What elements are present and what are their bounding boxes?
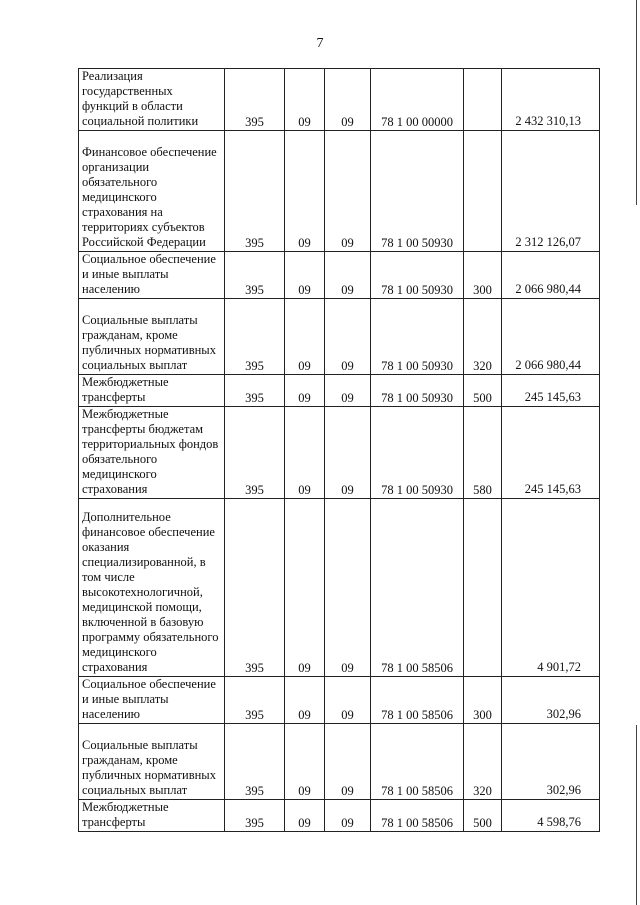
ministry-code: 395 <box>225 800 285 832</box>
ministry-code: 395 <box>225 299 285 375</box>
subsection-code: 09 <box>325 677 371 724</box>
subsection-code: 09 <box>325 131 371 252</box>
row-name: Социальные выплаты гражданам, кроме публичных нормативных социальных выплат <box>79 299 225 375</box>
ministry-code: 395 <box>225 407 285 499</box>
target-article: 78 1 00 50930 <box>371 407 464 499</box>
amount: 2 432 310,13 <box>502 69 600 131</box>
section-code: 09 <box>285 724 325 800</box>
ministry-code: 395 <box>225 375 285 407</box>
subsection-code: 09 <box>325 800 371 832</box>
amount: 4 901,72 <box>502 499 600 677</box>
row-name: Социальное обеспечение и иные выплаты населению <box>79 252 225 299</box>
target-article: 78 1 00 50930 <box>371 299 464 375</box>
ministry-code: 395 <box>225 252 285 299</box>
expense-type: 500 <box>464 375 502 407</box>
section-code: 09 <box>285 499 325 677</box>
table-row <box>79 299 600 375</box>
subsection-code: 09 <box>325 299 371 375</box>
amount: 2 066 980,44 <box>502 299 600 375</box>
expense-type: 500 <box>464 800 502 832</box>
scan-edge-line <box>636 725 637 905</box>
subsection-code: 09 <box>325 499 371 677</box>
ministry-code: 395 <box>225 499 285 677</box>
amount: 245 145,63 <box>502 375 600 407</box>
ministry-code: 395 <box>225 677 285 724</box>
budget-table <box>78 68 600 832</box>
target-article: 78 1 00 58506 <box>371 800 464 832</box>
table-row <box>79 252 600 299</box>
ministry-code: 395 <box>225 724 285 800</box>
expense-type <box>464 499 502 677</box>
subsection-code: 09 <box>325 252 371 299</box>
amount: 4 598,76 <box>502 800 600 832</box>
ministry-code: 395 <box>225 69 285 131</box>
expense-type <box>464 69 502 131</box>
page-number: 7 <box>316 36 324 51</box>
section-code: 09 <box>285 407 325 499</box>
amount: 2 312 126,07 <box>502 131 600 252</box>
table-row <box>79 677 600 724</box>
section-code: 09 <box>285 252 325 299</box>
amount: 302,96 <box>502 677 600 724</box>
section-code: 09 <box>285 131 325 252</box>
table-row <box>79 407 600 499</box>
row-name: Финансовое обеспечение организации обязательного медицинского страхования на территориях субъектов Российской Федерации <box>79 131 225 252</box>
expense-type: 320 <box>464 724 502 800</box>
amount: 302,96 <box>502 724 600 800</box>
expense-type: 300 <box>464 677 502 724</box>
subsection-code: 09 <box>325 407 371 499</box>
table-row <box>79 375 600 407</box>
section-code: 09 <box>285 69 325 131</box>
row-name: Межбюджетные трансферты бюджетам территориальных фондов обязательного медицинского страхования <box>79 407 225 499</box>
table-row <box>79 69 600 131</box>
target-article: 78 1 00 58506 <box>371 499 464 677</box>
expense-type: 300 <box>464 252 502 299</box>
row-name: Дополнительное финансовое обеспечение оказания специализированной, в том числе высокотехнологичной, медицинской помощи, включенной в базовую программу обязательного медицинского страхования <box>79 499 225 677</box>
subsection-code: 09 <box>325 69 371 131</box>
amount: 245 145,63 <box>502 407 600 499</box>
row-name: Межбюджетные трансферты <box>79 375 225 407</box>
row-name: Социальные выплаты гражданам, кроме публичных нормативных социальных выплат <box>79 724 225 800</box>
subsection-code: 09 <box>325 375 371 407</box>
target-article: 78 1 00 50930 <box>371 252 464 299</box>
expense-type: 320 <box>464 299 502 375</box>
table-row <box>79 131 600 252</box>
expense-type <box>464 131 502 252</box>
table-row <box>79 724 600 800</box>
section-code: 09 <box>285 677 325 724</box>
expense-type: 580 <box>464 407 502 499</box>
amount: 2 066 980,44 <box>502 252 600 299</box>
section-code: 09 <box>285 800 325 832</box>
scan-edge-line <box>636 0 637 205</box>
row-name: Социальное обеспечение и иные выплаты населению <box>79 677 225 724</box>
target-article: 78 1 00 50930 <box>371 375 464 407</box>
target-article: 78 1 00 58506 <box>371 724 464 800</box>
row-name: Реализация государственных функций в области социальной политики <box>79 69 225 131</box>
section-code: 09 <box>285 375 325 407</box>
target-article: 78 1 00 50930 <box>371 131 464 252</box>
target-article: 78 1 00 00000 <box>371 69 464 131</box>
table-row <box>79 800 600 832</box>
row-name: Межбюджетные трансферты <box>79 800 225 832</box>
table-row <box>79 499 600 677</box>
subsection-code: 09 <box>325 724 371 800</box>
section-code: 09 <box>285 299 325 375</box>
ministry-code: 395 <box>225 131 285 252</box>
target-article: 78 1 00 58506 <box>371 677 464 724</box>
